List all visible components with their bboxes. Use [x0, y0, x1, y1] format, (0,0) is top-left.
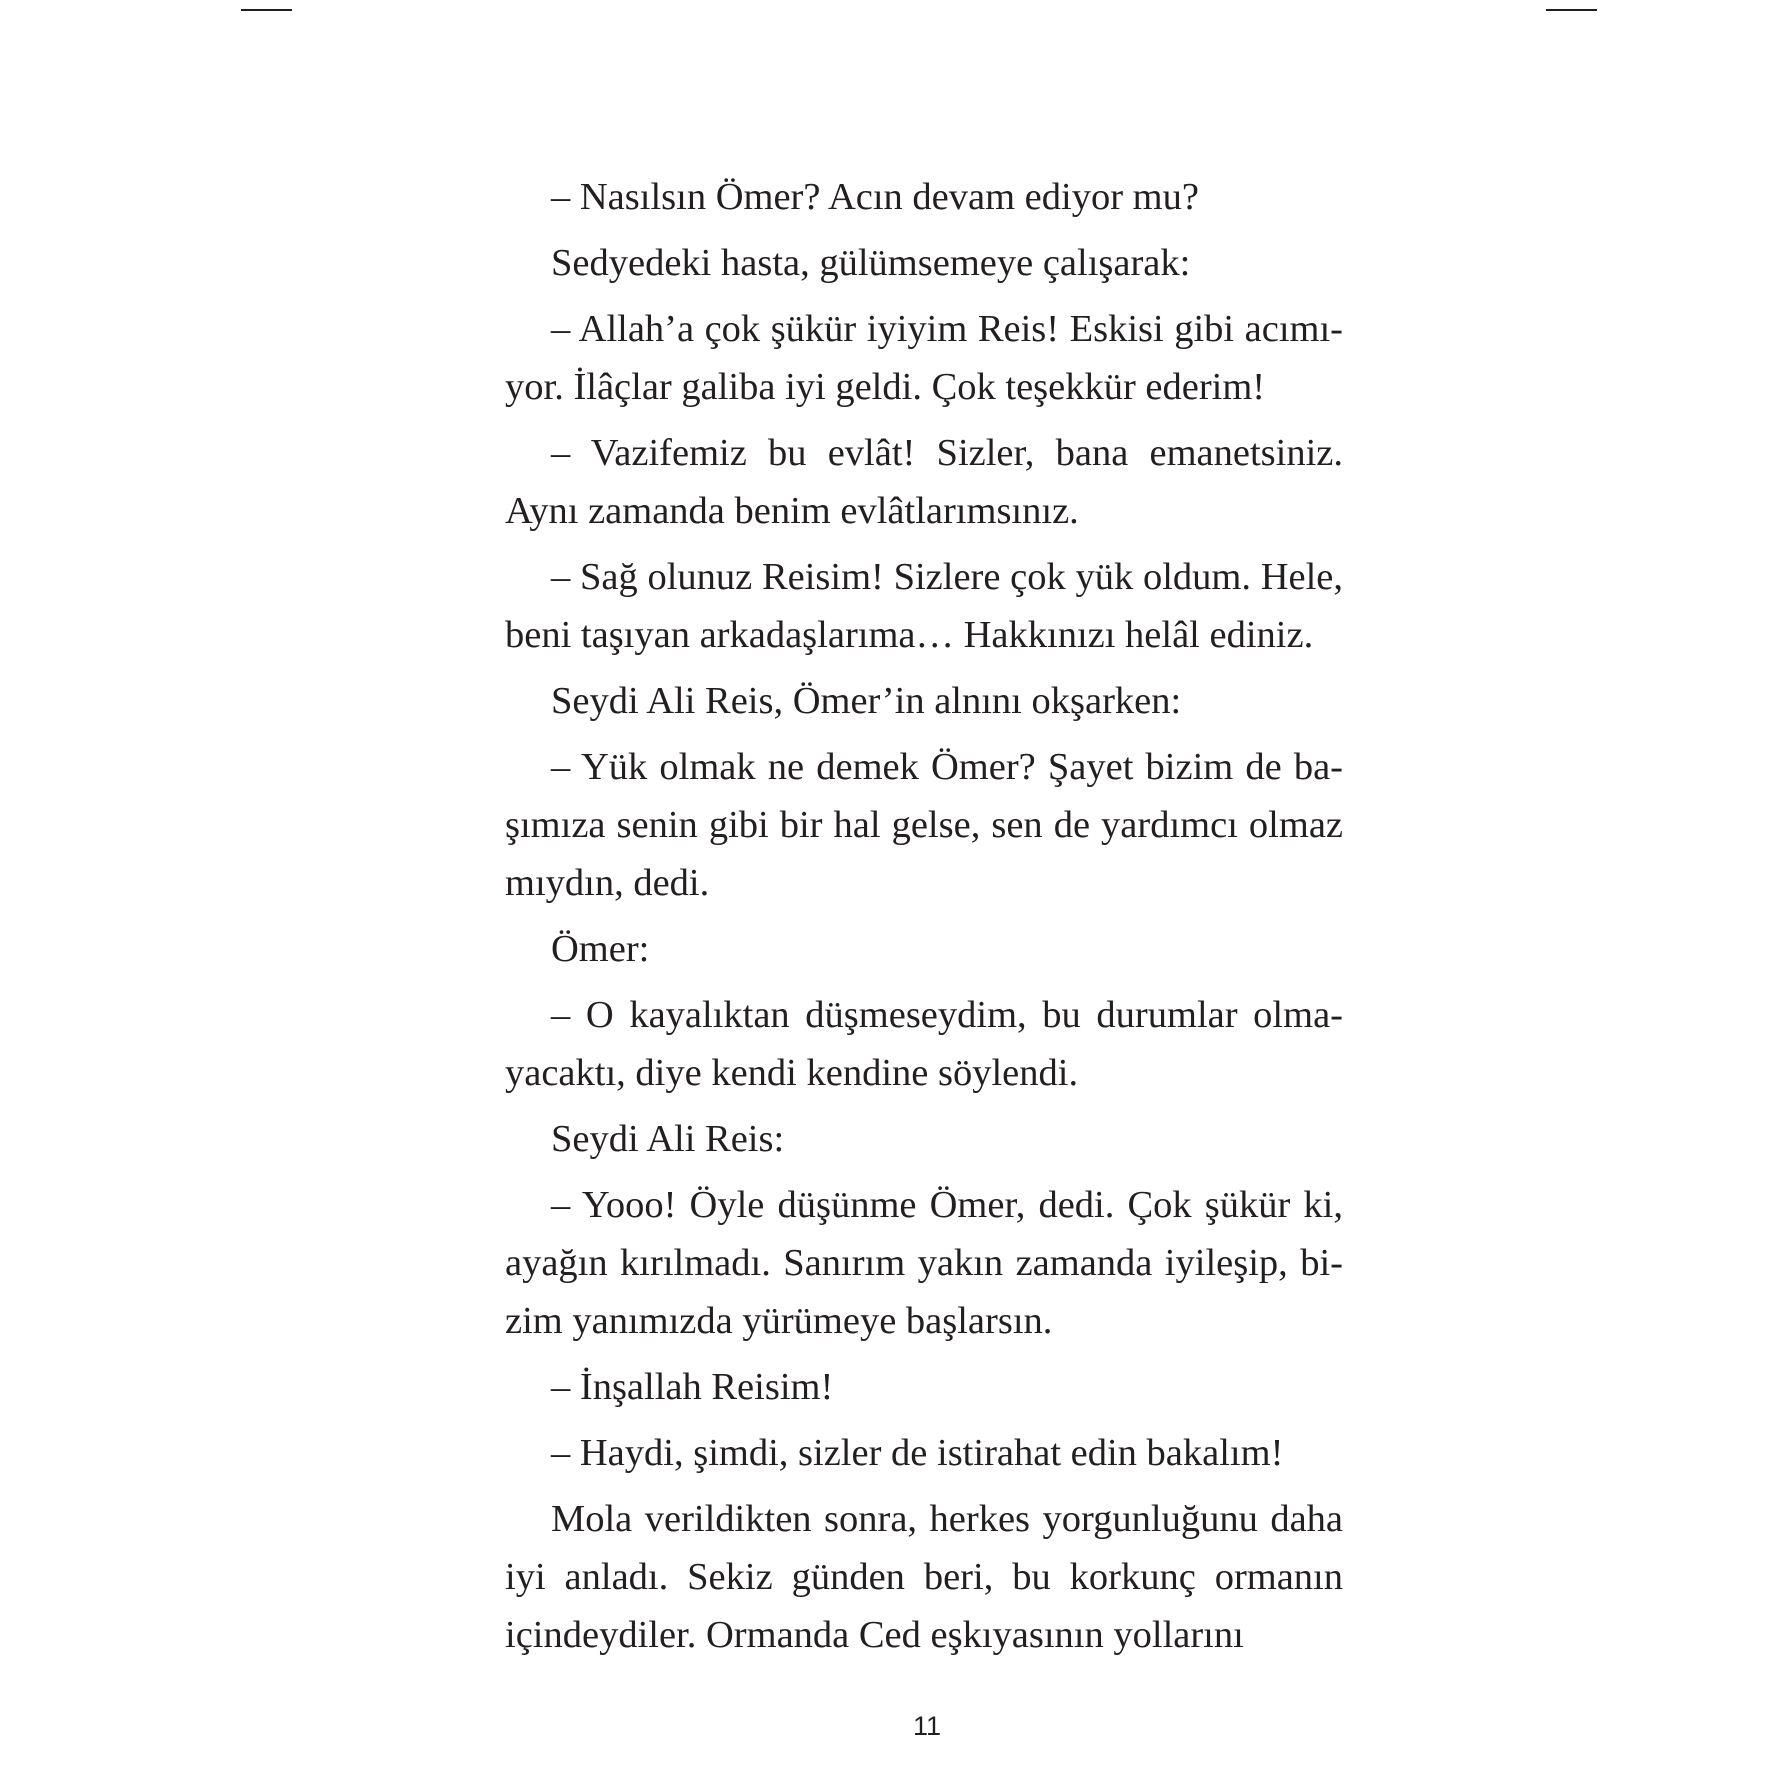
paragraph: – Allah’a çok şükür iyiyim Reis! Eskisi gibi acımıyor. İlâçlar galiba iyi geldi. Çok teşekkür ederim! — [505, 308, 1343, 408]
paragraph: – Nasılsın Ömer? Acın devam ediyor mu? — [551, 176, 1199, 218]
paragraph: – İnşallah Reisim! — [551, 1366, 834, 1408]
paragraph: Sedyedeki hasta, gülümsemeye çalışarak: — [551, 242, 1191, 284]
paragraph: Ömer: — [551, 928, 650, 970]
paragraph: – Yük olmak ne demek Ömer? Şayet bizim de başımıza senin gibi bir hal gelse, sen de yardımcı olmaz mıydın, dedi. — [505, 746, 1343, 904]
paragraph: – O kayalıktan düşmeseydim, bu durumlar olmayacaktı, diye kendi kendine söylendi. — [505, 994, 1343, 1094]
crop-mark-left — [241, 9, 292, 11]
paragraph: – Sağ olunuz Reisim! Sizlere çok yük oldum. Hele, beni taşıyan arkadaşlarıma… Hakkınızı helâl ediniz. — [505, 556, 1343, 656]
paragraph: – Vazifemiz bu evlât! Sizler, bana emanetsiniz. Aynı zamanda benim evlâtlarımsınız. — [505, 432, 1343, 532]
page-number: 11 — [912, 1711, 942, 1741]
paragraph: Mola verildikten sonra, herkes yorgunluğunu daha iyi anladı. Sekiz günden beri, bu korkunç ormanın içindeydiler. Ormanda Ced eşkıyasının yollarını — [505, 1498, 1343, 1656]
body-text — [505, 168, 1343, 1672]
paragraph: Seydi Ali Reis, Ömer’in alnını okşarken: — [551, 680, 1182, 722]
paragraph: – Haydi, şimdi, sizler de istirahat edin bakalım! — [551, 1432, 1284, 1474]
paragraph: Seydi Ali Reis: — [551, 1118, 785, 1160]
crop-mark-right — [1546, 9, 1597, 11]
paragraph: – Yooo! Öyle düşünme Ömer, dedi. Çok şükür ki, ayağın kırılmadı. Sanırım yakın zamanda iyileşip, bizim yanımızda yürümeye başlarsın. — [505, 1184, 1343, 1342]
